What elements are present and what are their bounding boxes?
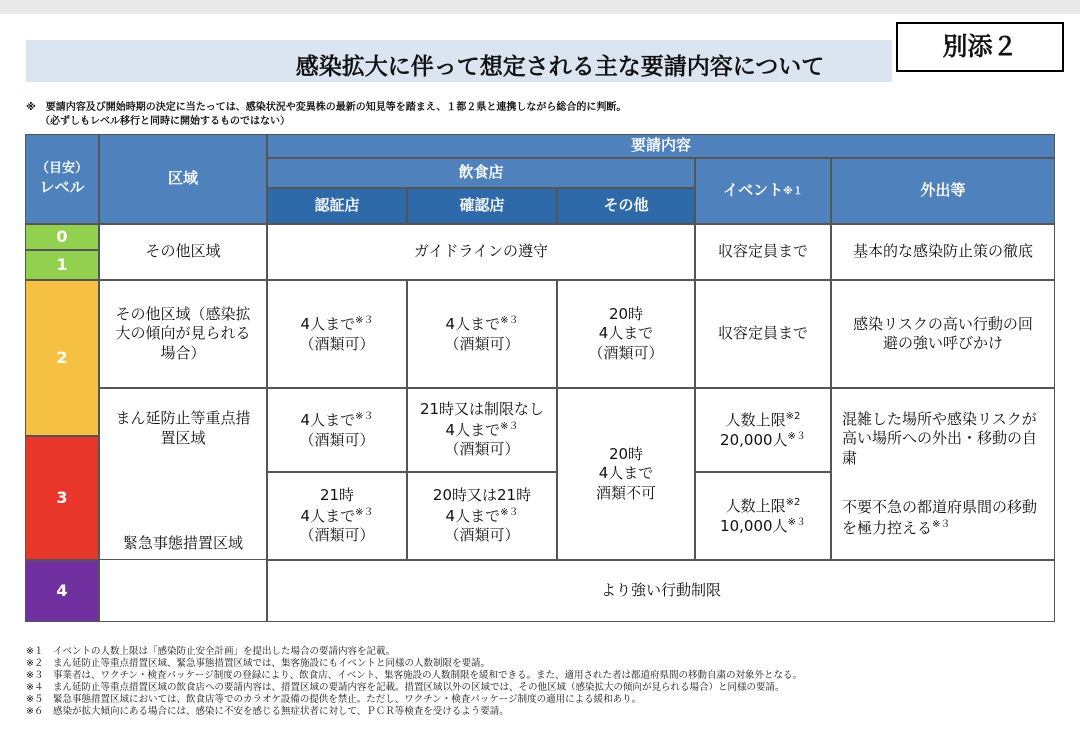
footnotes [26, 646, 802, 718]
row2-certified-mark: ※３ [355, 315, 374, 326]
row4-event-b: 10,000人 [720, 517, 788, 535]
row34-outing [831, 388, 1055, 560]
level-4: 4 [25, 560, 99, 622]
row4-confirmed-mark: ※３ [500, 506, 519, 518]
attachment-label: 別添２ [896, 22, 1064, 72]
row2-certified [267, 280, 407, 388]
row2-confirmed-b: （酒類可） [444, 334, 520, 353]
row2-other: 20時 4人まで （酒類可） [557, 280, 695, 388]
footnote-3: ※３ 事業者は、ワクチン・検査パッケージ制度の登録により、飲食店、イベント、集客施設の人数制限を緩和できる。また、適用された者は都道府県間の移動自粛の対象外となる。 [26, 670, 802, 681]
row2-outing: 感染リスクの高い行動の回避の強い呼びかけ [831, 280, 1055, 388]
header-event [695, 158, 831, 224]
row1-restaurant: ガイドラインの遵守 [267, 224, 695, 280]
header-request: 要請内容 [267, 134, 1055, 158]
row4-outing: 不要不急の都道府県間の移動を極力控える [842, 498, 1038, 537]
row4-area: 緊急事態措置区域 [99, 472, 267, 560]
page-title: 感染拡大に伴って想定される主な要請内容について [295, 54, 825, 80]
note-line-2: （必ずしもレベル移行と同時に開始するものではない） [40, 116, 290, 127]
row3-confirmed-top: 21時又は制限なし [419, 400, 545, 419]
row4-confirmed-a: 4人まで [445, 506, 501, 525]
header-restaurant: 飲食店 [267, 158, 695, 188]
row2-confirmed-a: 4人まで [445, 315, 501, 333]
row2-certified-b: （酒類可） [299, 334, 375, 353]
row4-event-b-mark: ※３ [787, 517, 806, 528]
level-1: 1 [25, 250, 99, 280]
header-confirmed: 確認店 [407, 188, 557, 224]
footnote-4: ※４ まん延防止等重点措置区域の飲食店への要請内容は、措置区域の要請内容を記載。措置区域以外の区域では、その他区域（感染拡大の傾向が見られる場合）と同様の要請。 [26, 682, 785, 693]
level-2: 2 [25, 280, 99, 436]
row4-certified-b: （酒類可） [299, 526, 375, 545]
row3-confirmed-b: （酒類可） [444, 440, 520, 459]
level-3: 3 [25, 436, 99, 560]
header-level-line2: レベル [39, 177, 85, 196]
row1-area: その他区域 [99, 224, 267, 280]
row3-confirmed [407, 388, 557, 472]
footnote-5: ※５ 緊急事態措置区域においては、飲食店等でのカラオケ設備の提供を禁止。ただし、ワクチン・検査パッケージ制度の適用による緩和あり。 [26, 694, 642, 705]
header-event-mark: ※１ [783, 185, 803, 197]
row4-event-a: 人数上限 [725, 496, 786, 515]
level-0: 0 [25, 224, 99, 250]
row3-outing: 混雑した場所や感染リスクが高い場所への外出・移動の自粛 [842, 409, 1038, 467]
row3-event-b: 20,000人 [720, 431, 788, 449]
row2-event: 収容定員まで [695, 280, 831, 388]
footnote-1: ※１ イベントの人数上限は「感染防止安全計画」を提出した場合の要請内容を記載。 [26, 646, 395, 657]
header-outing: 外出等 [831, 158, 1055, 224]
header-level-line1: （目安） [35, 160, 88, 176]
row3-area: まん延防止等重点措置区域 [99, 388, 267, 472]
row4-event [695, 472, 831, 560]
row4-event-a-mark: ※2 [785, 496, 801, 508]
row4-certified-a: 4人まで [300, 506, 356, 525]
header-certified: 認証店 [267, 188, 407, 224]
row2-confirmed-mark: ※３ [500, 315, 519, 326]
request-table [25, 134, 1055, 622]
row3-confirmed-mark: ※３ [500, 420, 519, 432]
row5-area-empty [99, 560, 267, 622]
row3-confirmed-a: 4人まで [445, 420, 501, 439]
row4-confirmed-b: （酒類可） [444, 526, 520, 545]
row2-area: その他区域（感染拡大の傾向が見られる場合） [99, 280, 267, 388]
row3-certified [267, 388, 407, 472]
row2-confirmed [407, 280, 557, 388]
row3-certified-b: （酒類可） [299, 430, 375, 449]
row1-event: 収容定員まで [695, 224, 831, 280]
row3-event [695, 388, 831, 472]
note-line-1: ※ 要請内容及び開始時期の決定に当たっては、感染状況や変異株の最新の知見等を踏まえ、１都２県と連携しながら総合的に判断。 [26, 102, 627, 113]
row3-event-a: 人数上限 [725, 410, 786, 429]
row3-certified-mark: ※３ [355, 411, 374, 422]
row4-certified-top: 21時 [319, 486, 355, 505]
row34-other-merged: 20時 4人まで 酒類不可 [557, 388, 695, 560]
row2-certified-a: 4人まで [300, 315, 356, 333]
row4-certified [267, 472, 407, 560]
row4-confirmed [407, 472, 557, 560]
footnote-2: ※２ まん延防止等重点措置区域、緊急事態措置区域では、集客施設にもイベントと同様の人数制限を要請。 [26, 658, 490, 669]
row3-event-a-mark: ※2 [785, 410, 801, 422]
row1-outing: 基本的な感染防止策の徹底 [831, 224, 1055, 280]
header-level [25, 134, 99, 224]
row3-certified-a: 4人まで [300, 411, 356, 429]
row4-outing-mark: ※３ [932, 518, 951, 530]
row4-certified-mark: ※３ [355, 506, 374, 518]
header-other: その他 [557, 188, 695, 224]
header-area: 区域 [99, 134, 267, 224]
footnote-6: ※６ 感染が拡大傾向にある場合には、感染に不安を感じる無症状者に対して、ＰＣＲ等検査を受けるよう要請。 [26, 706, 509, 717]
top-band [0, 0, 1080, 14]
header-event-label: イベント [723, 181, 784, 200]
row3-event-b-mark: ※３ [787, 431, 806, 442]
row4-confirmed-top: 20時又は21時 [432, 486, 532, 505]
row5-all: より強い行動制限 [267, 560, 1055, 622]
